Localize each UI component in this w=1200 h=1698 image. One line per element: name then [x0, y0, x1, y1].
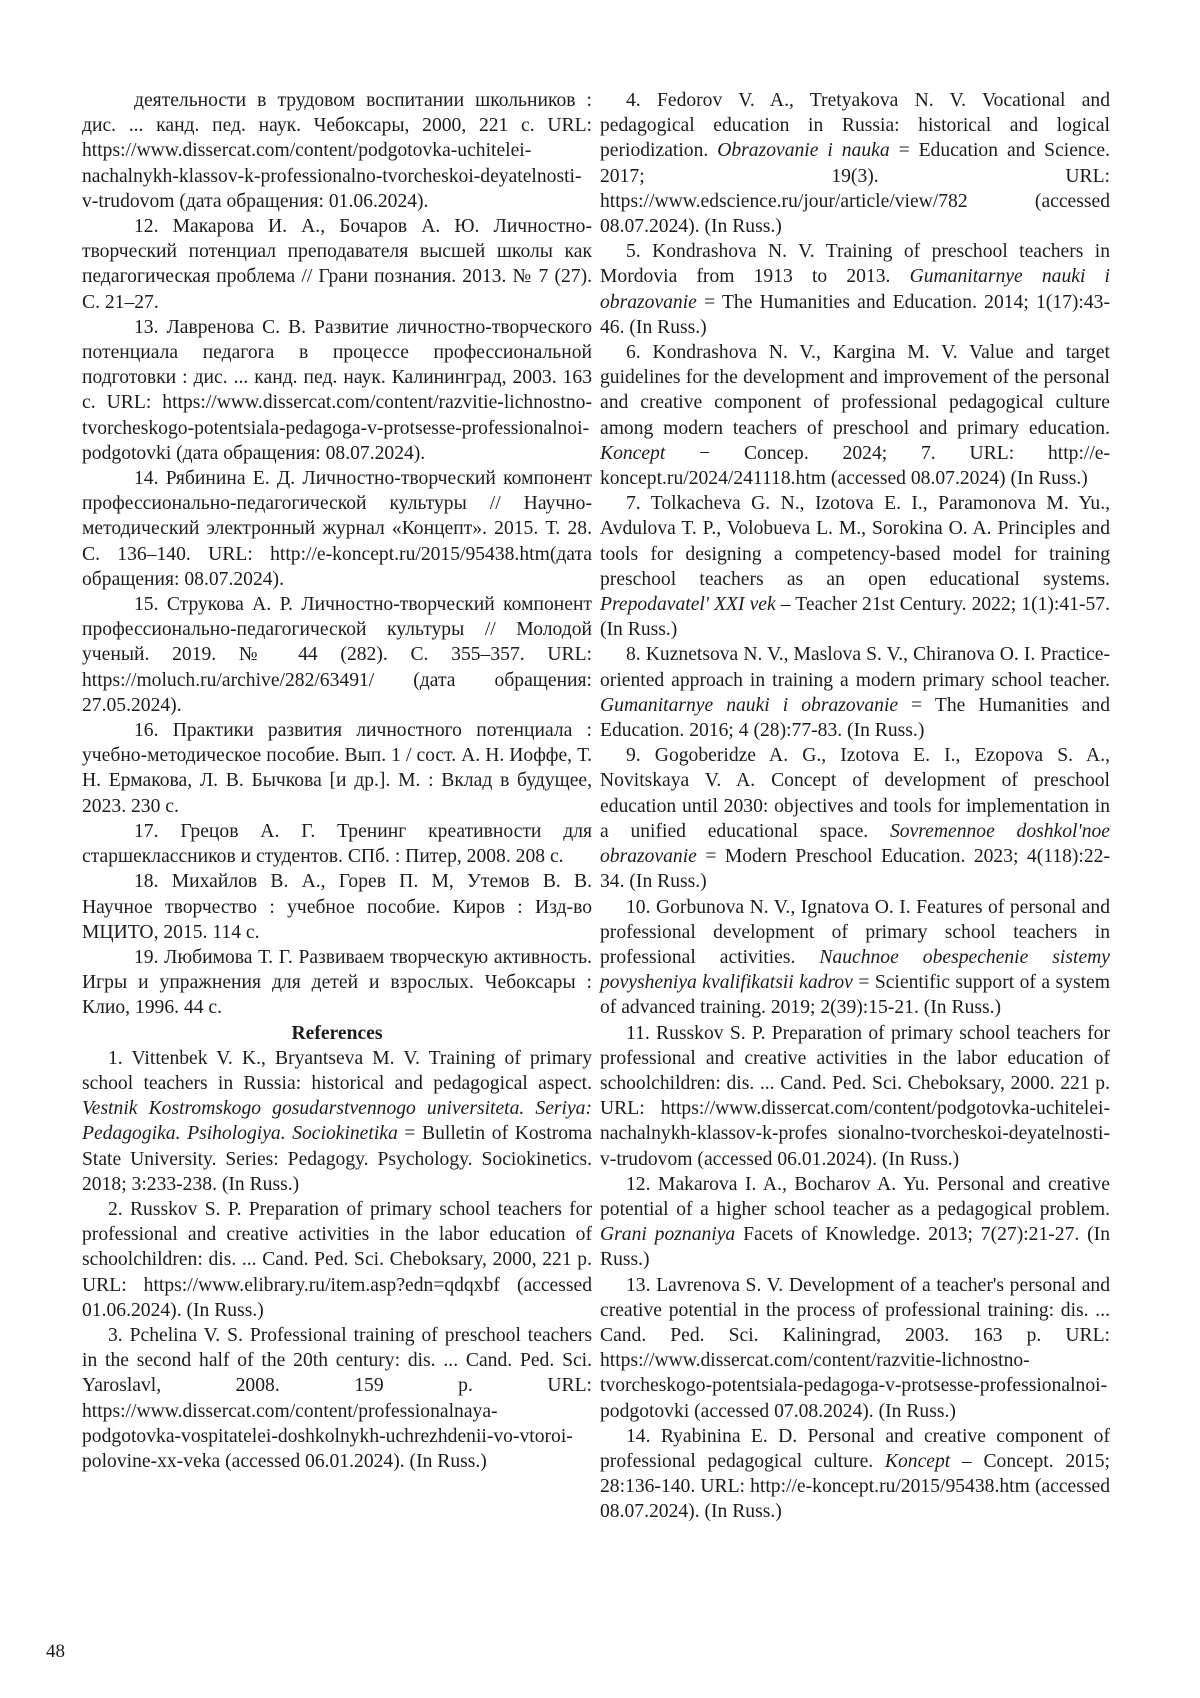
reference-en-2	[82, 1197, 592, 1323]
reference-en-9	[600, 743, 1110, 894]
reference-text: 13. Lavrenova S. V. Development of a teacher's personal and creative potential in the process of professional training: dis. ... Cand. Ped. Sci. Kaliningrad, 2003. 163 p. URL: https://www.dissercat.com/content/razvitie-lichnostno-tvorcheskogo-potentsiala-pedagoga-v-protsesse-professionalnoi-podgotovki (accessed 07.08.2024). (In Russ.)	[600, 1274, 1110, 1422]
reference-text: 4. Fedorov V. A., Tretyakova N. V. Vocational and pedagogical education in Russia: historical and logical periodization.	[600, 90, 1110, 162]
reference-continuation: деятельности в трудовом воспитании школьников : дис. ... канд. пед. наук. Чебоксары, 2000, 221 с. URL: https://www.dissercat.com/content/podgotovka-uchitelei-nachalnykh-klassov-k-professionalno-tvorcheskoi-deyatelnosti-v-trudovom (дата обращения: 01.06.2024).	[82, 90, 592, 212]
reference-text: 14. Ryabinina E. D. Personal and creative component of professional pedagogical culture.	[600, 1425, 1110, 1472]
reference-en-8	[600, 642, 1110, 743]
reference-text: = Education and Science. 2017; 19(3). URL: https://www.edscience.ru/jour/article/view/782 (accessed 08.07.2024). (In Russ.)	[600, 140, 1111, 238]
reference-en-11	[600, 1021, 1110, 1172]
reference-en-5	[600, 239, 1110, 340]
reference-en-14	[600, 1424, 1110, 1525]
reference-ru-13: 13. Лавренова С. В. Развитие личностно-творческого потенциала педагога в процессе профессиональной подготовки : дис. ... канд. пед. наук. Калининград, 2003. 163 с. URL: https://www.dissercat.com/content/razvitie-lichnostno-tvorcheskogo-potentsiala-pedagoga-v-protsesse-professionalnoi-podgotovki (дата обращения: 08.07.2024).	[82, 316, 592, 464]
reference-text: = Modern Preschool Education. 2023; 4(118):22-34. (In Russ.)	[600, 846, 1110, 893]
reference-ru-19: 19. Любимова Т. Г. Развиваем творческую активность. Игры и упражнения для детей и взрослых. Чебоксары : Клио, 1996. 44 с.	[82, 946, 592, 1019]
reference-text: = Scientific support of a system of advanced training. 2019; 2(39):15-21. (In Russ.)	[600, 972, 1110, 1019]
journal-title: Koncept	[600, 442, 666, 464]
right-column	[600, 88, 1110, 1525]
journal-title: Obrazovanie i nauka	[717, 140, 890, 162]
reference-text: 7. Tolkacheva G. N., Izotova E. I., Paramonova M. Yu., Avdulova T. P., Volobueva L. M., Sorokina O. A. Principles and tools for designing a competency-based model for training preschool teachers as an open educational systems.	[600, 493, 1110, 590]
journal-title: Koncept	[884, 1450, 951, 1472]
reference-ru-18: 18. Михайлов В. А., Горев П. М, Утемов В. В. Научное творчество : учебное пособие. Киров : Изд-во МЦИТО, 2015. 114 с.	[82, 871, 592, 943]
reference-en-1	[82, 1046, 592, 1197]
journal-title: Prepodavatel' XXI vek	[600, 594, 776, 616]
reference-en-13	[600, 1273, 1110, 1424]
journal-title: Gumanitarnye nauki i obrazovanie	[600, 694, 899, 716]
journal-title: Grani poznaniya	[600, 1224, 736, 1246]
reference-text: 1. Vittenbek V. K., Bryantseva M. V. Training of primary school teachers in Russia: historical and pedagogical aspect.	[82, 1047, 592, 1094]
reference-en-12	[600, 1172, 1110, 1273]
reference-text: 12. Makarova I. A., Bocharov A. Yu. Personal and creative potential of a higher school teacher as a pedagogical problem.	[600, 1173, 1110, 1220]
reference-text: Facets of Knowledge. 2013; 7(27):21-27. (In Russ.)	[600, 1224, 1110, 1271]
reference-text: 11. Russkov S. P. Preparation of primary school teachers for professional and creative activities in the labor education of schoolchildren: dis. ... Cand. Ped. Sci. Cheboksary, 2000. 221 p. URL: https://www.dissercat.com/content/podgotovka-uchitelei-nachalnykh-klassov-k-profes sionalno-tvorcheskoi-deyatelnosti-v-trudovom (accessed 06.01.2024). (In Russ.)	[600, 1022, 1110, 1170]
journal-title: Sovremennoe doshkol'noe obrazovanie	[600, 820, 1110, 868]
journal-title: Vestnik Kostromskogo gosudarstvennogo universiteta. Seriya: Pedagogika. Psihologiya. Sociokinetika	[82, 1098, 592, 1145]
reference-en-4	[600, 88, 1110, 239]
journal-title: Gumanitarnye nauki i obrazovanie	[600, 266, 1110, 313]
reference-text: = The Humanities and Education. 2016; 4 (28):77-83. (In Russ.)	[600, 694, 1110, 742]
reference-en-10	[600, 895, 1110, 1021]
reference-ru-15: 15. Струкова А. Р. Личностно-творческий компонент профессионально-педагогической культуры // Молодой ученый. 2019. № 44 (282). С. 355–357. URL: https://moluch.ru/archive/282/63491/ (дата обращения: 27.05.2024).	[82, 594, 592, 716]
reference-text: 8. Kuznetsova N. V., Maslova S. V., Chiranova O. I. Practice-oriented approach in training a modern primary school teacher.	[600, 644, 1110, 691]
reference-text: = The Humanities and Education. 2014; 1(17):43-46. (In Russ.)	[600, 291, 1110, 338]
reference-text: 9. Gogoberidze A. G., Izotova E. I., Ezopova S. A., Novitskaya V. A. Concept of development of preschool education until 2030: objectives and tools for implementation in a unified educational space.	[600, 745, 1110, 842]
reference-en-6	[600, 340, 1110, 491]
reference-en-3	[82, 1323, 592, 1474]
reference-text: − Concep. 2024; 7. URL: http://e-koncept.ru/2024/241118.htm (accessed 08.07.2024) (In Russ.)	[600, 442, 1110, 490]
page-number: 48	[46, 1641, 65, 1662]
journal-title: Nauchnoe obespechenie sistemy povysheniya kvalifikatsii kadrov	[600, 946, 1110, 994]
reference-text: 10. Gorbunova N. V., Ignatova O. I. Features of personal and professional development of primary school teachers in professional activities.	[600, 896, 1110, 968]
reference-ru-12: 12. Макарова И. А., Бочаров А. Ю. Личностно-творческий потенциал преподавателя высшей школы как педагогическая проблема // Грани познания. 2013. № 7 (27). С. 21–27.	[82, 216, 592, 313]
reference-text: 3. Pchelina V. S. Professional training of preschool teachers in the second half of the 20th century: dis. ... Cand. Ped. Sci. Yaroslavl, 2008. 159 p. URL: https://www.dissercat.com/content/professionalnaya-podgotovka-vospitatelei-doshkolnykh-uchrezhdenii-vo-vtoroi-polovine-xx-veka (accessed 06.01.2024). (In Russ.)	[82, 1324, 592, 1472]
reference-text: 6. Kondrashova N. V., Kargina M. V. Value and target guidelines for the development and improvement of the personal and creative component of professional pedagogical culture among modern teachers of preschool and primary education.	[600, 342, 1110, 439]
reference-text: = Bulletin of Kostroma State University. Series: Pedagogy. Psychology. Sociokinetics. 2018; 3:233-238. (In Russ.)	[82, 1123, 592, 1195]
reference-text: 2. Russkov S. P. Preparation of primary school teachers for professional and creative activities in the labor education of schoolchildren: dis. ... Cand. Ped. Sci. Cheboksary, 2000, 221 p. URL: https://www.elibrary.ru/item.asp?edn=qdqxbf (accessed 01.06.2024). (In Russ.)	[82, 1198, 592, 1321]
reference-ru-14: 14. Рябинина Е. Д. Личностно-творческий компонент профессионально-педагогической культуры // Научно-методический электронный журнал «Концепт». 2015. Т. 28. С. 136–140. URL: http://e-koncept.ru/2015/95438.htm(дата обращения: 08.07.2024).	[82, 468, 592, 590]
reference-text: – Concept. 2015; 28:136-140. URL: http://e-koncept.ru/2015/95438.htm (accessed 08.07.2024). (In Russ.)	[600, 1450, 1110, 1523]
reference-ru-17: 17. Грецов А. Г. Тренинг креативности для старшеклассников и студентов. СПб. : Питер, 2008. 208 с.	[82, 820, 592, 868]
reference-text: – Teacher 21st Century. 2022; 1(1):41-57. (In Russ.)	[600, 594, 1110, 641]
references-heading: References	[291, 1022, 383, 1044]
left-column	[82, 88, 592, 1474]
reference-en-7	[600, 491, 1110, 642]
reference-ru-16: 16. Практики развития личностного потенциала : учебно-методическое пособие. Вып. 1 / сост. А. Н. Иоффе, Т. Н. Ермакова, Л. В. Бычкова [и др.]. М. : Вклад в будущее, 2023. 230 с.	[82, 720, 592, 817]
reference-text: 5. Kondrashova N. V. Training of preschool teachers in Mordovia from 1913 to 2013.	[600, 241, 1110, 288]
